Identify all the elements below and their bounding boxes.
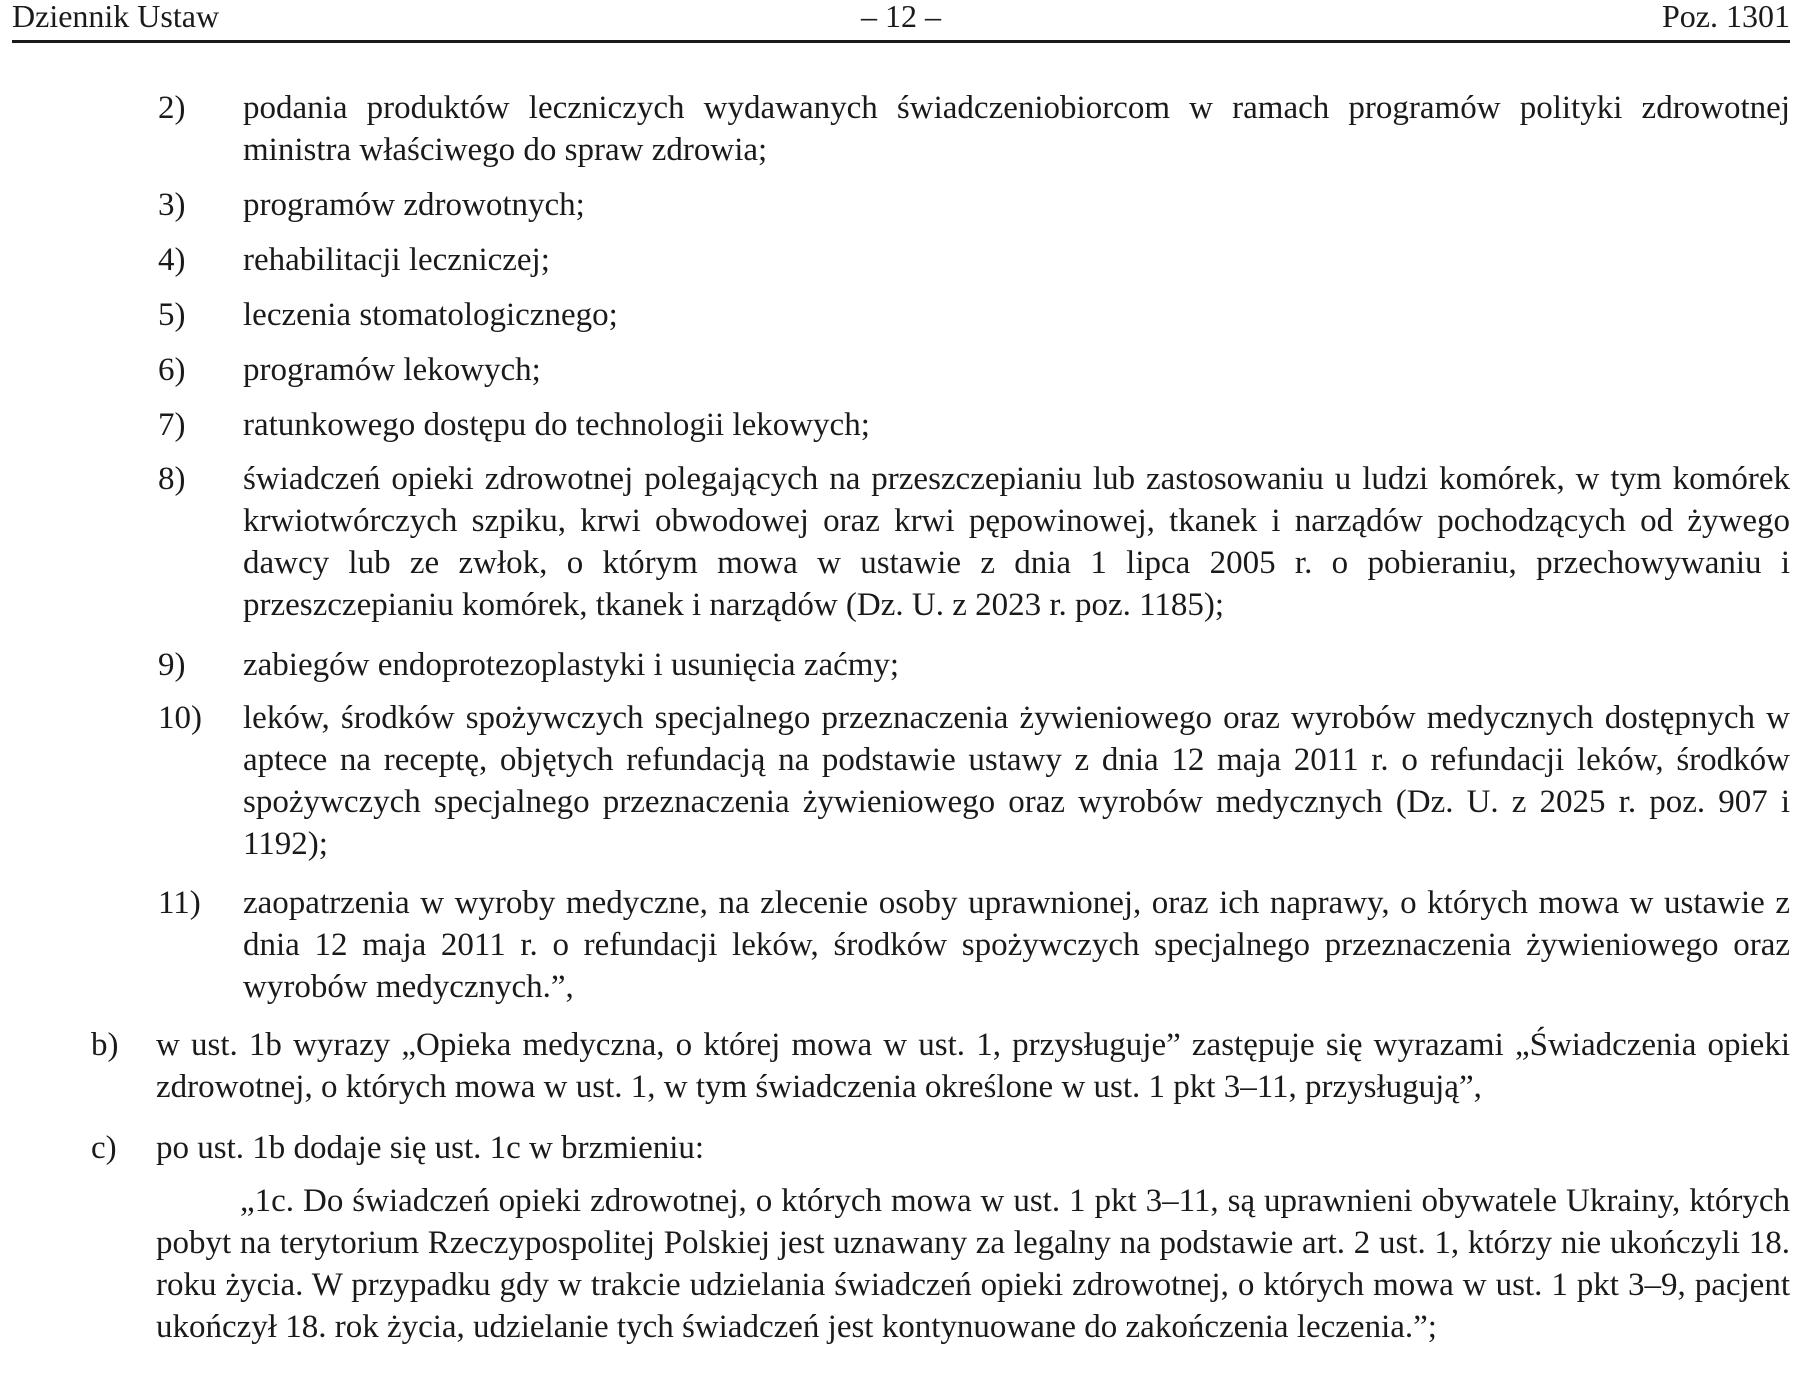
- item-marker: 8): [158, 461, 186, 497]
- item-marker: c): [91, 1130, 117, 1166]
- item-text: leków, środków spożywczych specjalnego przeznaczenia żywieniowego oraz wyrobów medycznych dostępnych w aptece na receptę, objętych refundacją na podstawie ustawy z dnia 12 maja 2011 r. o refundacji leków, środków spożywczych specjalnego przeznaczenia żywieniowego oraz wyrobów medycznych (Dz. U. z 2025 r. poz. 907 i 1192);: [243, 700, 1790, 862]
- item-marker: 10): [158, 700, 202, 736]
- item-text: leczenia stomatologicznego;: [243, 297, 618, 333]
- item-marker: 3): [158, 187, 186, 223]
- item-text: programów lekowych;: [243, 352, 541, 388]
- page-number: – 12 –: [861, 0, 941, 34]
- position-number: Poz. 1301: [1662, 0, 1790, 34]
- item-text: zaopatrzenia w wyroby medyczne, na zlecenie osoby uprawnionej, oraz ich naprawy, o których mowa w ustawie z dnia 12 maja 2011 r. o refundacji leków, środków spożywczych specjalnego przeznaczenia żywieniowego oraz wyrobów medycznych.”,: [243, 885, 1790, 1005]
- item-marker: 6): [158, 352, 186, 388]
- item-marker: 7): [158, 407, 186, 443]
- item-marker: 4): [158, 242, 186, 278]
- item-marker: 5): [158, 297, 186, 333]
- item-marker: 2): [158, 90, 186, 126]
- item-text: podania produktów leczniczych wydawanych świadczeniobiorcom w ramach programów polityki zdrowotnej ministra właściwego do spraw zdrowia;: [243, 90, 1790, 168]
- page-header: [12, 0, 1790, 43]
- item-text: rehabilitacji leczniczej;: [243, 242, 550, 278]
- item-text: po ust. 1b dodaje się ust. 1c w brzmieniu:: [156, 1130, 705, 1166]
- item-text: ratunkowego dostępu do technologii lekowych;: [243, 407, 870, 443]
- item-text: w ust. 1b wyrazy „Opieka medyczna, o której mowa w ust. 1, przysługuje” zastępuje się wyrazami „Świadczenia opieki zdrowotnej, o których mowa w ust. 1, w tym świadczenia określone w ust. 1 pkt 3–11, przysługują”,: [156, 1027, 1790, 1105]
- item-text: zabiegów endoprotezoplastyki i usunięcia zaćmy;: [243, 647, 900, 683]
- item-marker: 9): [158, 647, 186, 683]
- item-text: programów zdrowotnych;: [243, 187, 585, 223]
- journal-title: Dziennik Ustaw: [12, 0, 220, 34]
- item-text: świadczeń opieki zdrowotnej polegających na przeszczepianiu lub zastosowaniu u ludzi komórek, w tym komórek krwiotwórczych szpiku, krwi obwodowej oraz krwi pępowinowej, tkanek i narządów pochodzących od żywego dawcy lub ze zwłok, o którym mowa w ustawie z dnia 1 lipca 2005 r. o pobieraniu, przechowywaniu i przeszczepianiu komórek, tkanek i narządów (Dz. U. z 2023 r. poz. 1185);: [243, 461, 1790, 623]
- quoted-paragraph: „1c. Do świadczeń opieki zdrowotnej, o których mowa w ust. 1 pkt 3–11, są uprawnieni obywatele Ukrainy, których pobyt na terytorium Rzeczypospolitej Polskiej jest uznawany za legalny na podstawie art. 2 ust. 1, którzy nie ukończyli 18. roku życia. W przypadku gdy w trakcie udzielania świadczeń opieki zdrowotnej, o których mowa w ust. 1 pkt 3–9, pacjent ukończył 18. rok życia, udzielanie tych świadczeń jest kontynuowane do zakończenia leczenia.”;: [156, 1183, 1790, 1345]
- item-marker: b): [91, 1027, 119, 1063]
- item-marker: 11): [158, 885, 201, 921]
